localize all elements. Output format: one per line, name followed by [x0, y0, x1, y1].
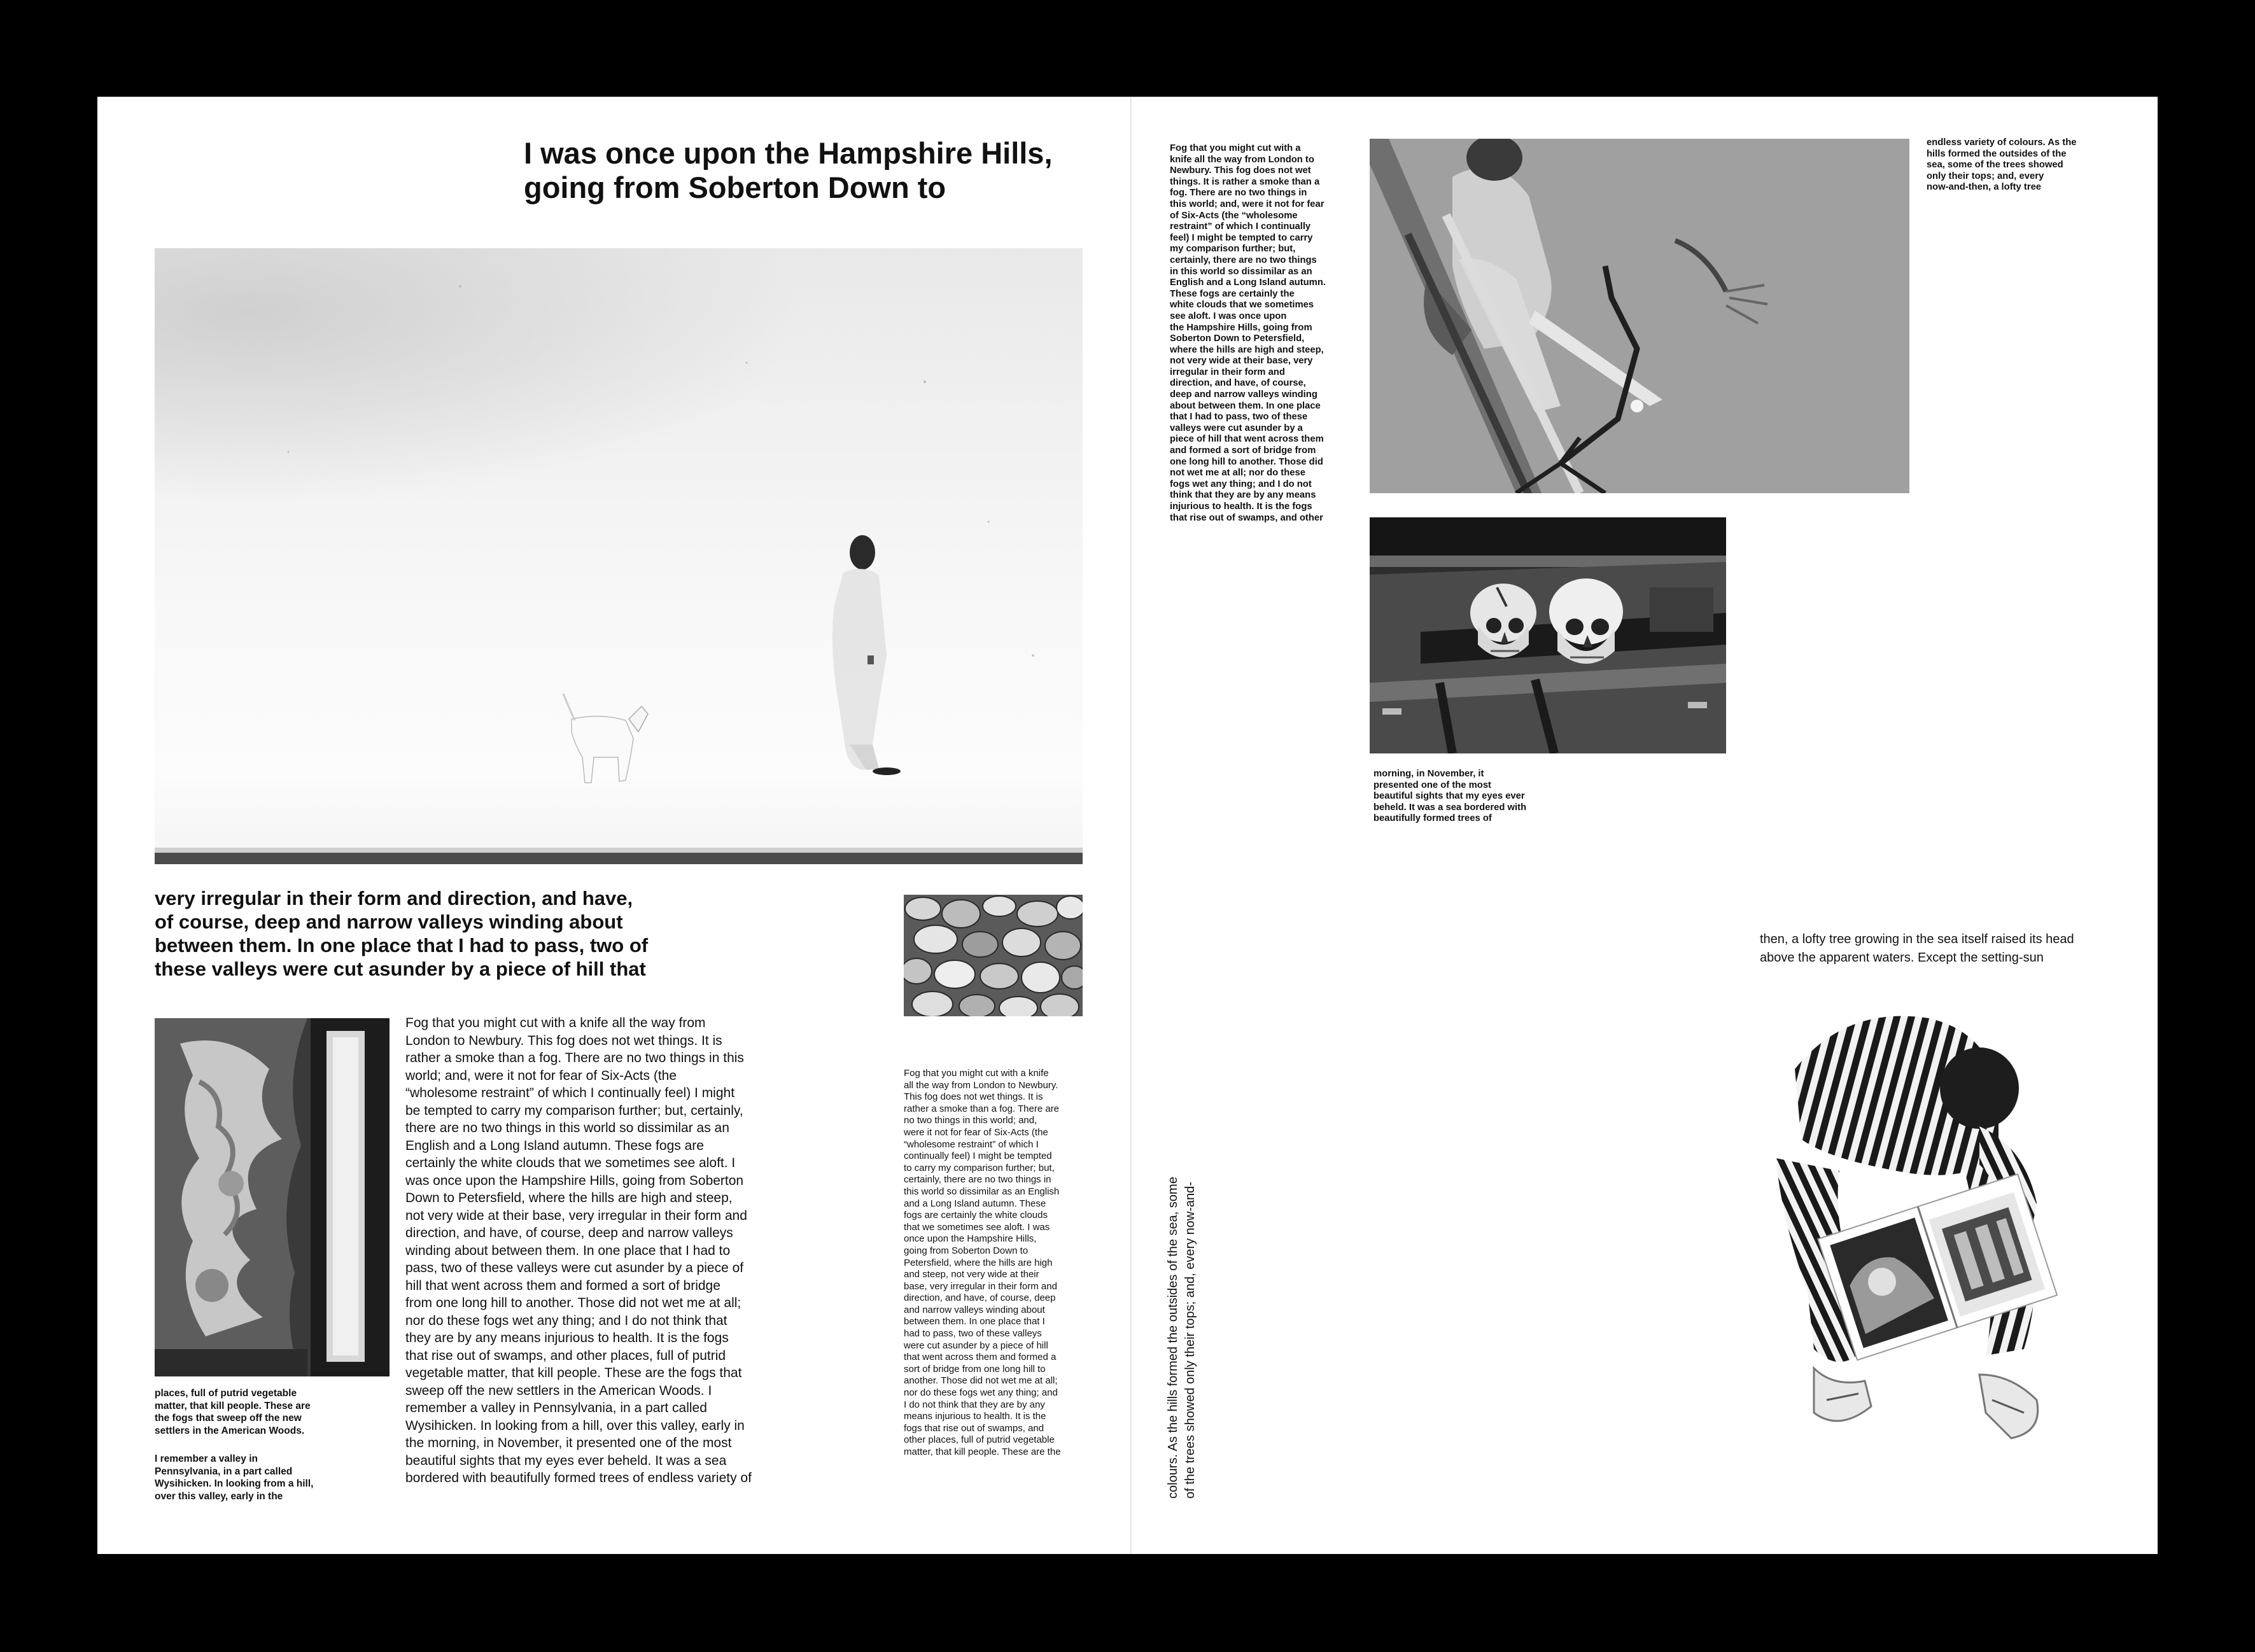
right-text-column: Fog that you might cut with a knife all the way from London to Newbury. This fog does not wet things. It is rather a smoke than a fog. There are no two things in this world; and, were it not for fear of Six-Acts (the “wholesome restraint” of which I continually feel) I might be tempted to carry my comparison further; but, certainly, there are no two things in this world so dissimilar as an English and a Long Island autumn. These fogs are certainly the white clouds that we sometimes see aloft. I was once upon the Hampshire Hills, going from Soberton Down to Petersfield, where the hills are high and steep, not very wide at their base, very irregular in their form and direction, and have, of course, deep and narrow valleys winding about between them. In one place that I had to pass, two of these valleys were cut asunder by a piece of hill that went across them and formed a sort of bridge from one long hill to another. Those did not wet me at all; nor do these fogs wet any thing; and I do not think that they are by any means injurious to health. It is the fogs that rise out of swamps, and other — [1170, 143, 1326, 523]
main-body-text: Fog that you might cut with a knife all the way from London to Newbury. This fog does not wet things. It is rather a smoke than a fog. There are no two things in this world; and, were it not for fear of Six-Acts (the “wholesome restraint” of which I continually feel) I might be tempted to carry my comparison further; but, certainly, there are no two things in this world so dissimilar as an English and a Long Island autumn. These fogs are certainly the white clouds that we sometimes see aloft. I was once upon the Hampshire Hills, going from Soberton Down to Petersfield, where the hills are high and steep, not very wide at their base, very irregular in their form and direction, and have, of course, deep and narrow valleys winding about between them. In one place that I had to pass, two of these valleys were cut asunder by a piece of hill that went across them and formed a sort of bridge from one long hill to another. Those did not wet me at all; nor do these fogs wet any thing; and I do not think that they are by any means injurious to health. It is the fogs that rise out of swamps, and other places, full of putrid vegetable matter, that kill people. These are the fogs that sweep off the new settlers in the American Woods. I remember a valley in Pennsylvania, in a part called Wysihicken. In looking from a hill, over this valley, early in the morning, in November, it presented one of the most beautiful sights that my eyes ever beheld. It was a sea bordered with beautifully formed trees of endless variety of — [405, 1016, 752, 1485]
photo-overhead-figure — [1370, 139, 1909, 493]
caption-putrid-matter: places, full of putrid vegetable matter, that kill people. These are the fogs that sweep off the new settlers in the American Woods. — [155, 1388, 311, 1436]
photo-figure-with-dog — [155, 248, 1083, 864]
photo-dark-interior — [155, 1018, 390, 1376]
headline-line: I was once upon the Hampshire Hills, — [524, 136, 1053, 170]
caption-pennsylvania: I remember a valley in Pennsylvania, in a part called Wysihicken. In looking from a hill, over this valley, early in the — [155, 1453, 314, 1502]
subhead-line: of course, deep and narrow valleys winding about — [155, 911, 623, 933]
subhead-line: between them. In one place that I had to pass, two of — [155, 934, 649, 956]
subheading — [155, 886, 648, 981]
vertical-line: of the trees showed only their tops; and, every now-and- — [1183, 1181, 1197, 1499]
skull-caption: morning, in November, it presented one of the most beautiful sights that my eyes ever beheld. It was a sea bordered with beautifully formed trees of — [1373, 769, 1527, 824]
photo-person-reading — [1769, 993, 2062, 1451]
small-text-column: Fog that you might cut with a knife all the way from London to Newbury. This fog does not wet things. It is rather a smoke than a fog. There are no two things in this world; and, were it not for fear of Six-Acts (the “wholesome restraint” of which I continually feel) I might be tempted to carry my comparison further; but, certainly, there are no two things in this world so dissimilar as an English and a Long Island autumn. These fogs are certainly the white clouds that we sometimes see aloft. I was once upon the Hampshire Hills, going from Soberton Down to Petersfield, where the hills are high and steep, not very wide at their base, very irregular in their form and direction, and have, of course, deep and narrow valleys winding about between them. In one place that I had to pass, two of these valleys were cut asunder by a piece of hill that went across them and formed a sort of bridge from one long hill to another. Those did not wet me at all; nor do these fogs wet any thing; and I do not think that they are by any means injurious to health. It is the fogs that rise out of swamps, and other places, full of putrid vegetable matter, that kill people. These are the — [904, 1068, 1061, 1457]
vertical-text — [1165, 1117, 1205, 1499]
headline-line: going from Soberton Down to — [524, 171, 946, 204]
photo-rocks — [904, 895, 1083, 1016]
vertical-line: colours. As the hills formed the outsides of the sea, some — [1166, 1177, 1180, 1499]
photo-skulls — [1370, 517, 1726, 753]
bottom-line: then, a lofty tree growing in the sea itself raised its head — [1760, 932, 2074, 946]
subhead-line: these valleys were cut asunder by a piece of hill that — [155, 958, 646, 980]
headline — [524, 136, 1053, 205]
top-right-text: endless variety of colours. As the hills formed the outsides of the sea, some of the trees showed only their tops; and, every now-and-then, a lofty tree — [1927, 137, 2077, 193]
subhead-line: very irregular in their form and direction, and have, — [155, 887, 633, 909]
bottom-line: above the apparent waters. Except the setting-sun — [1760, 951, 2044, 965]
bottom-right-text — [1760, 930, 2074, 967]
